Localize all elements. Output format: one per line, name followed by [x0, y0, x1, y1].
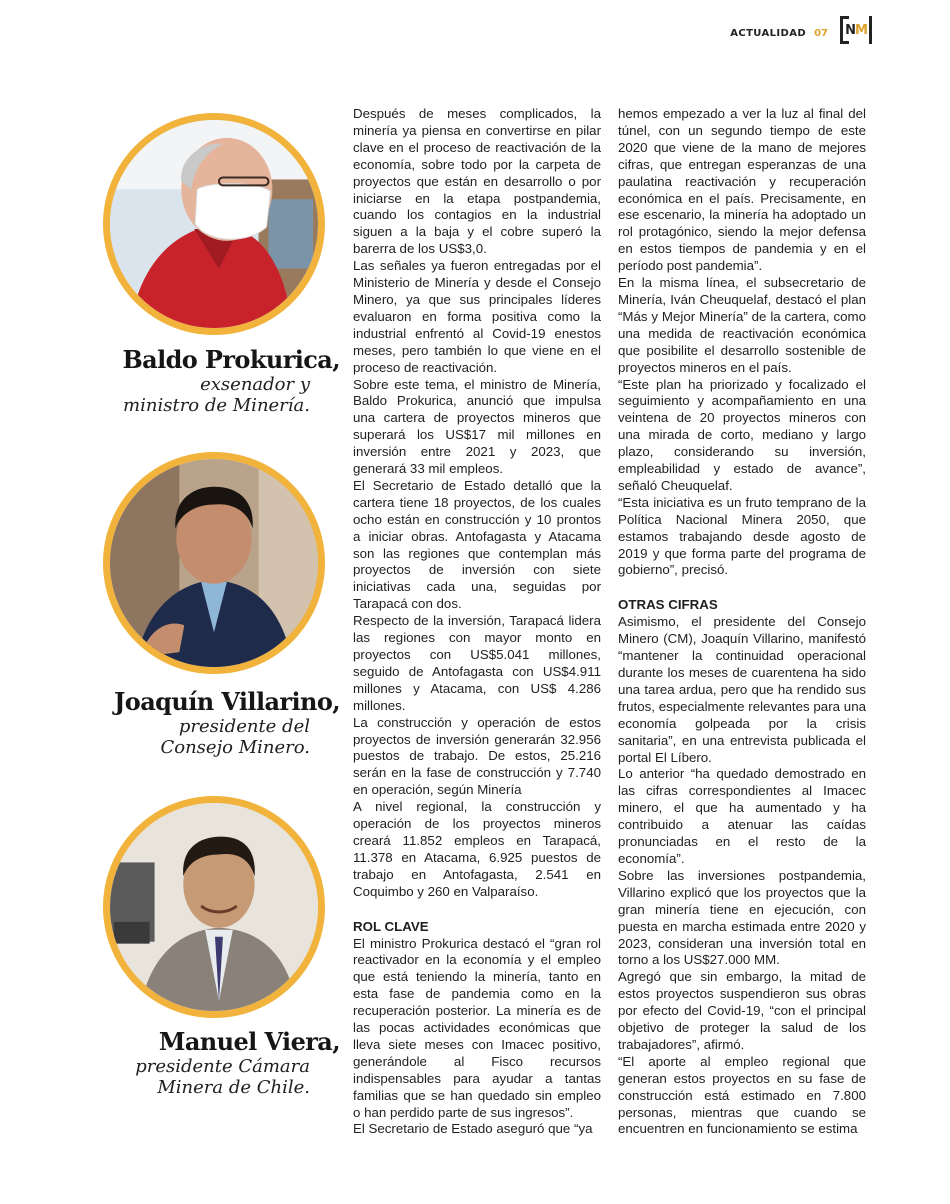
person-role: presidente del — [178, 716, 310, 737]
paragraph: hemos empezado a ver la luz al final del túnel, con un segundo tiempo de este 2020 que viene de la mano de mejores cifras, que entregan esperanzas de una paulatina reactivación y recuperación económica en el país. Precisamente, en ese escenario, la minería ha adoptado un rol protagónico, siendo la mejor defensa en estos tiempos de pandemia y en el período post pandemia”. — [618, 106, 866, 274]
caption-prokurica — [95, 346, 340, 416]
person-role: exsenador y — [200, 374, 310, 395]
spacer — [353, 901, 601, 919]
magazine-logo — [840, 16, 872, 44]
page-header — [730, 18, 828, 48]
portrait-photo — [110, 459, 318, 667]
portrait-prokurica — [103, 113, 325, 335]
section-name: ACTUALIDAD — [730, 27, 807, 39]
paragraph: Sobre las inversiones postpandemia, Villarino explicó que los proyectos que la gran minería tiene en ejecución, con puesta en marcha estimada entre 2020 y 2023, consideran una inversión total en torno a los US$27.000 MM. — [618, 867, 866, 968]
paragraph: Agregó que sin embargo, la mitad de estos proyectos suspendieron sus obras por efecto del Covid-19, “con el principal objetivo de proteger la salud de los trabajadores”, afirmó. — [618, 969, 866, 1052]
person-name: Manuel Viera, — [158, 1027, 340, 1056]
paragraph: En la misma línea, el subsecretario de Minería, Iván Cheuquelaf, destacó el plan “Más y Mejor Minería” de la cartera, como una medida de reactivación económica que posibilite el desarrollo sostenible de proyectos mineros en el país. — [618, 275, 866, 375]
paragraph: Después de meses complicados, la minería ya piensa en convertirse en pilar clave en el proceso de reactivación de la economía, sobre todo por la carpeta de proyectos que están en desarrollo o por iniciarse en la etapa postpandemia, cuando los contagios en la industrial siguen a la baja y el cobre superó la barerra de los US$3,0. — [353, 106, 601, 257]
caption-viera — [95, 1028, 340, 1098]
paragraph: “Esta iniciativa es un fruto temprano de la Política Nacional Minera 2050, que estamos trabajando desde agosto de 2019 y que forma parte del programa de gobierno”, precisó. — [618, 494, 866, 578]
paragraph: El ministro Prokurica destacó el “gran rol reactivador en la economía y el empleo que está teniendo la minería, tanto en esta fase de pandemia como en la recuperación posterior. La minería es de las pocas actividades económicas que lleva siete meses con Imacec positivo, generándole al Fisco recursos indispensables para ayudar a tantas familias que se han quedado sin empleo o han perdido parte de sus ingresos”. — [353, 935, 601, 1120]
person-role: ministro de Minería. — [123, 395, 310, 416]
paragraph: “El aporte al empleo regional que generan estos proyectos en su fase de construcción está estimado en 7.800 personas, mientras que cuando se encuentren en funcionamiento se estima — [618, 1053, 866, 1137]
logo-letter-m: M — [854, 22, 867, 38]
caption-villarino — [95, 688, 340, 758]
paragraph: Respecto de la inversión, Tarapacá lidera las regiones con mayor monto en proyectos con US$5.041 millones, seguido de Antofagasta con US$4.911 millones y Atacama, con US$ 4.286 millones. — [353, 613, 601, 713]
logo-letter-n: N — [845, 22, 855, 38]
paragraph: Lo anterior “ha quedado demostrado en las cifras correspondientes al Imacec minero, el que ha aumentado y ha contribuido a atenuar las caídas pronunciadas en el resto de la economía”. — [618, 766, 866, 866]
paragraph: Las señales ya fueron entregadas por el Ministerio de Minería y desde el Consejo Minero, ya que sus principales líderes evaluaron en forma positiva como la industrial enfrentó al Covid-19 enestos meses, pero también lo que viene en el proceso de reactivación. — [353, 258, 601, 375]
portrait-photo — [110, 803, 318, 1011]
portrait-viera — [103, 796, 325, 1018]
portrait-villarino — [103, 452, 325, 674]
paragraph: El Secretario de Estado aseguró que “ya — [353, 1121, 593, 1137]
paragraph: “Este plan ha priorizado y focalizado el seguimiento y acompañamiento en una veintena de 20 proyectos mineros con una mirada de corto, mediano y largo plazo, considerando su inversión, empleabilidad y estado de avance”, señaló Cheuquelaf. — [618, 376, 866, 493]
paragraph: A nivel regional, la construcción y operación de los proyectos mineros creará 11.852 empleos en Tarapacá, 11.378 en Atacama, 6.925 puestos de trabajo en Antofagasta, 2.541 en Coquimbo y 260 en Valparaíso. — [353, 799, 601, 899]
spacer — [618, 579, 866, 597]
person-role: presidente Cámara — [135, 1056, 310, 1077]
article-column-2 — [618, 106, 866, 1138]
page-number: 07 — [814, 27, 828, 39]
paragraph: Asimismo, el presidente del Consejo Minero (CM), Joaquín Villarino, manifestó “mantener la continuidad operacional durante los meses de cuarentena ha sido una tarea ardua, pero que ha rendido sus frutos, especialmente relevantes para una economía golpeada por la crisis sanitaria”, en una entrevista publicada el portal El Líbero. — [618, 614, 866, 765]
person-role: Consejo Minero. — [160, 737, 310, 758]
portrait-photo — [110, 120, 318, 328]
section-heading: OTRAS CIFRAS — [618, 597, 718, 613]
person-name: Baldo Prokurica, — [122, 345, 340, 374]
person-name: Joaquín Villarino, — [114, 687, 340, 716]
section-heading: ROL CLAVE — [353, 918, 429, 934]
paragraph: La construcción y operación de estos proyectos de inversión generarán 32.956 puestos de trabajo. De estos, 25.216 serán en la fase de construcción y 7.740 en operación, según Minería — [353, 714, 601, 798]
person-role: Minera de Chile. — [157, 1077, 310, 1098]
paragraph: Sobre este tema, el ministro de Minería, Baldo Prokurica, anunció que impulsa una cartera de proyectos mineros que superará los US$17 mil millones en inversión entre 2021 y 2023, que generará 33 mil empleos. — [353, 376, 601, 477]
article-column-1 — [353, 106, 601, 1138]
paragraph: El Secretario de Estado detalló que la cartera tiene 18 proyectos, de los cuales ocho están en construcción y 10 prontos a iniciar obras. Antofagasta y Atacama son las regiones que contemplan más proyectos de inversión con siete iniciativas cada una, seguidas por Tarapacá con dos. — [353, 477, 601, 612]
